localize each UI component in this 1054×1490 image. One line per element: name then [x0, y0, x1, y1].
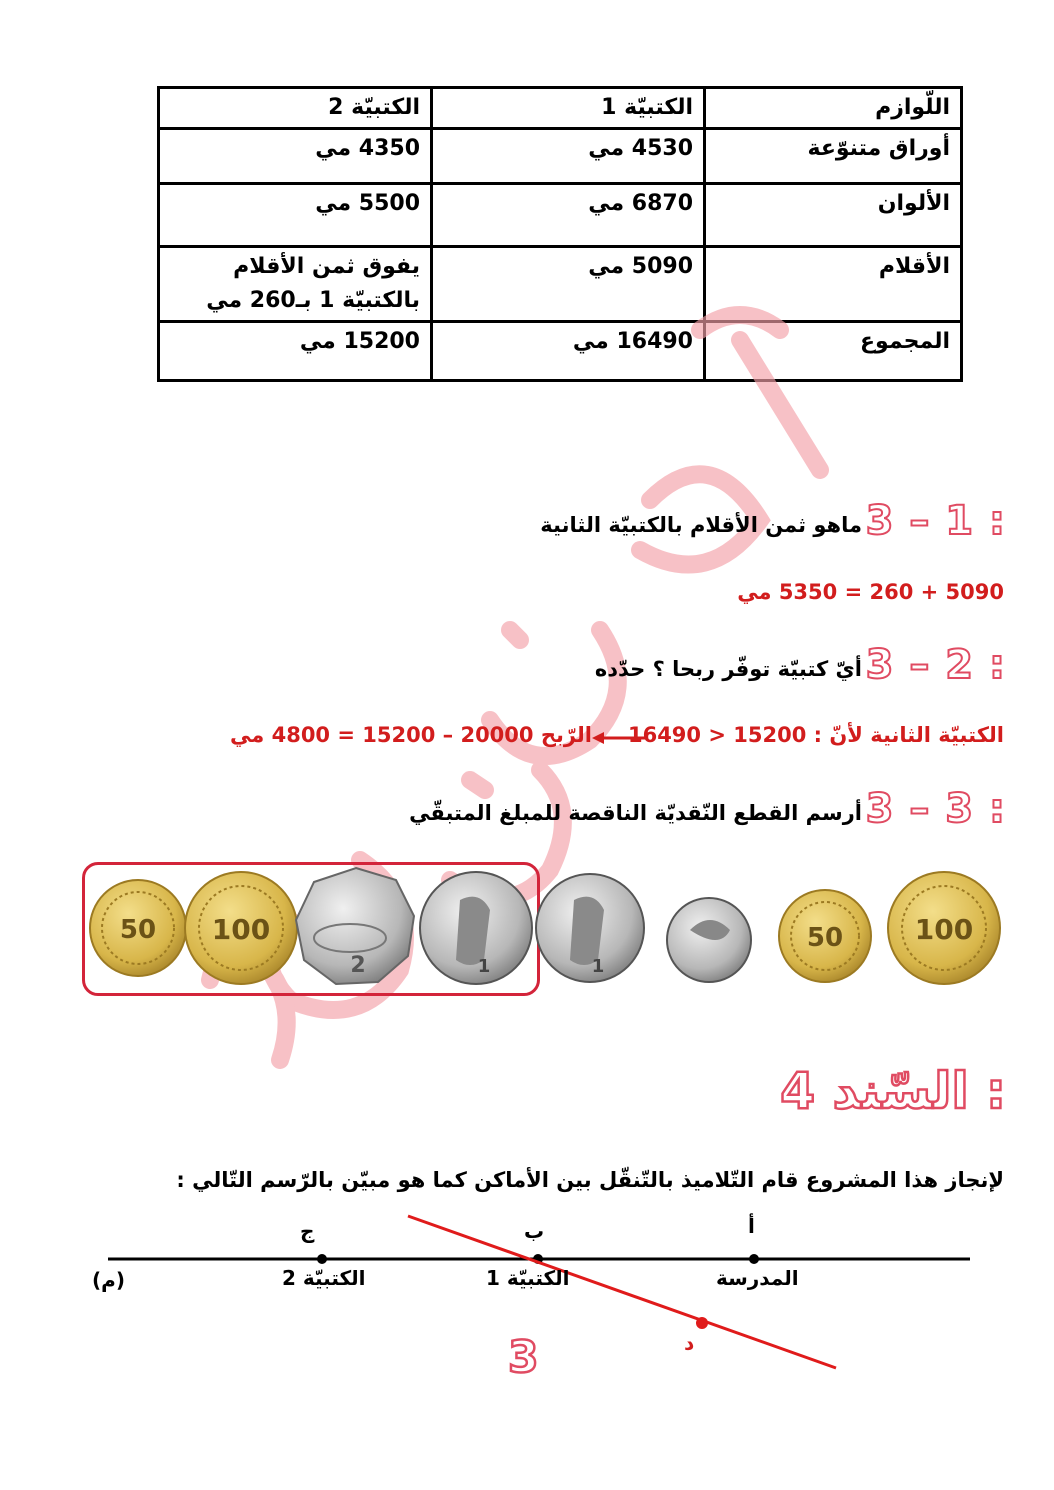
- coin-1-dinar: [420, 872, 532, 984]
- page-number: 3: [508, 1332, 539, 1383]
- question-text: ماهو ثمن الأقلام بالكتبيّة الثانية: [540, 513, 862, 537]
- red-crossing-line: [408, 1216, 836, 1368]
- point-d: [696, 1317, 708, 1329]
- question-number: 3 – 2 :: [865, 642, 1006, 688]
- table-header-cell: الكتبيّة 1: [432, 88, 705, 129]
- svg-text:50: 50: [806, 923, 844, 953]
- table-row: [159, 247, 962, 322]
- svg-text:2: 2: [350, 953, 366, 978]
- point-letter: أ: [748, 1214, 755, 1238]
- svg-text:50: 50: [119, 915, 157, 945]
- coins-strip: [0, 860, 1054, 995]
- question-number: 3 – 3 :: [865, 786, 1006, 832]
- coin-50: [779, 890, 871, 982]
- table-cell: 6870 مي: [432, 184, 705, 247]
- point-letter: ج: [300, 1219, 315, 1243]
- coin-2-dinar: [296, 868, 414, 984]
- coin-1-dinar: [536, 874, 644, 982]
- coin-50: [90, 880, 186, 976]
- table-row: [159, 129, 962, 184]
- table-cell: 4350 مي: [159, 129, 432, 184]
- point-c: [317, 1254, 327, 1264]
- place-label: الكتبيّة 2: [282, 1266, 366, 1290]
- section-intro: لإنجاز هذا المشروع قام التّلاميذ بالتّنقّل بين الأماكن كما هو مبيّن بالرّسم التّالي :: [176, 1168, 1004, 1192]
- point-letter: د: [684, 1331, 695, 1355]
- question-number: 3 – 1 :: [865, 498, 1006, 544]
- table-cell: 16490 مي: [432, 322, 705, 381]
- point-a: [749, 1254, 759, 1264]
- table-cell: أوراق متنوّعة: [705, 129, 962, 184]
- arrow-icon: [592, 730, 648, 746]
- coin-100: [185, 872, 297, 984]
- table-cell: 4530 مي: [432, 129, 705, 184]
- coin-100: [888, 872, 1000, 984]
- table-header-row: [159, 88, 962, 129]
- table-header-cell: الكتبيّة 2: [159, 88, 432, 129]
- question-text: أرسم القطع النّقديّة الناقصة للمبلغ المتبقّي: [409, 801, 862, 825]
- supplies-table: [157, 86, 963, 382]
- point-letter: ب: [524, 1219, 545, 1243]
- answer-prefix: الكتبيّة الثانية لأنّ : 15200 < 16490: [627, 723, 1004, 747]
- table-cell: الأقلام: [705, 247, 962, 322]
- table-cell: الألوان: [705, 184, 962, 247]
- table-cell: 15200 مي: [159, 322, 432, 381]
- table-cell: المجموع: [705, 322, 962, 381]
- place-label: المدرسة: [716, 1266, 799, 1290]
- table-cell: 5090 مي: [432, 247, 705, 322]
- svg-text:100: 100: [914, 913, 974, 946]
- answer-text: 5090 + 260 = 5350 مي: [737, 580, 1004, 604]
- table-row: [159, 322, 962, 381]
- table-header-cell: اللّوازم: [705, 88, 962, 129]
- unit-label: (م): [92, 1268, 125, 1292]
- coin-half-dinar: [667, 898, 751, 982]
- svg-text:1: 1: [591, 956, 605, 977]
- question-text: أيّ كتبيّة توفّر ربحا ؟ حدّده: [594, 657, 862, 681]
- svg-text:100: 100: [211, 913, 271, 946]
- table-row: [159, 184, 962, 247]
- place-label: الكتبيّة 1: [486, 1266, 570, 1290]
- table-cell: يفوق ثمن الأقلام بالكتبيّة 1 بـ260 مي: [159, 247, 432, 322]
- table-cell: 5500 مي: [159, 184, 432, 247]
- answer-suffix: الرّبح 20000 – 15200 = 4800 مي: [230, 723, 592, 747]
- section-title: السّند 4 :: [780, 1062, 1006, 1120]
- svg-text:1: 1: [477, 956, 491, 977]
